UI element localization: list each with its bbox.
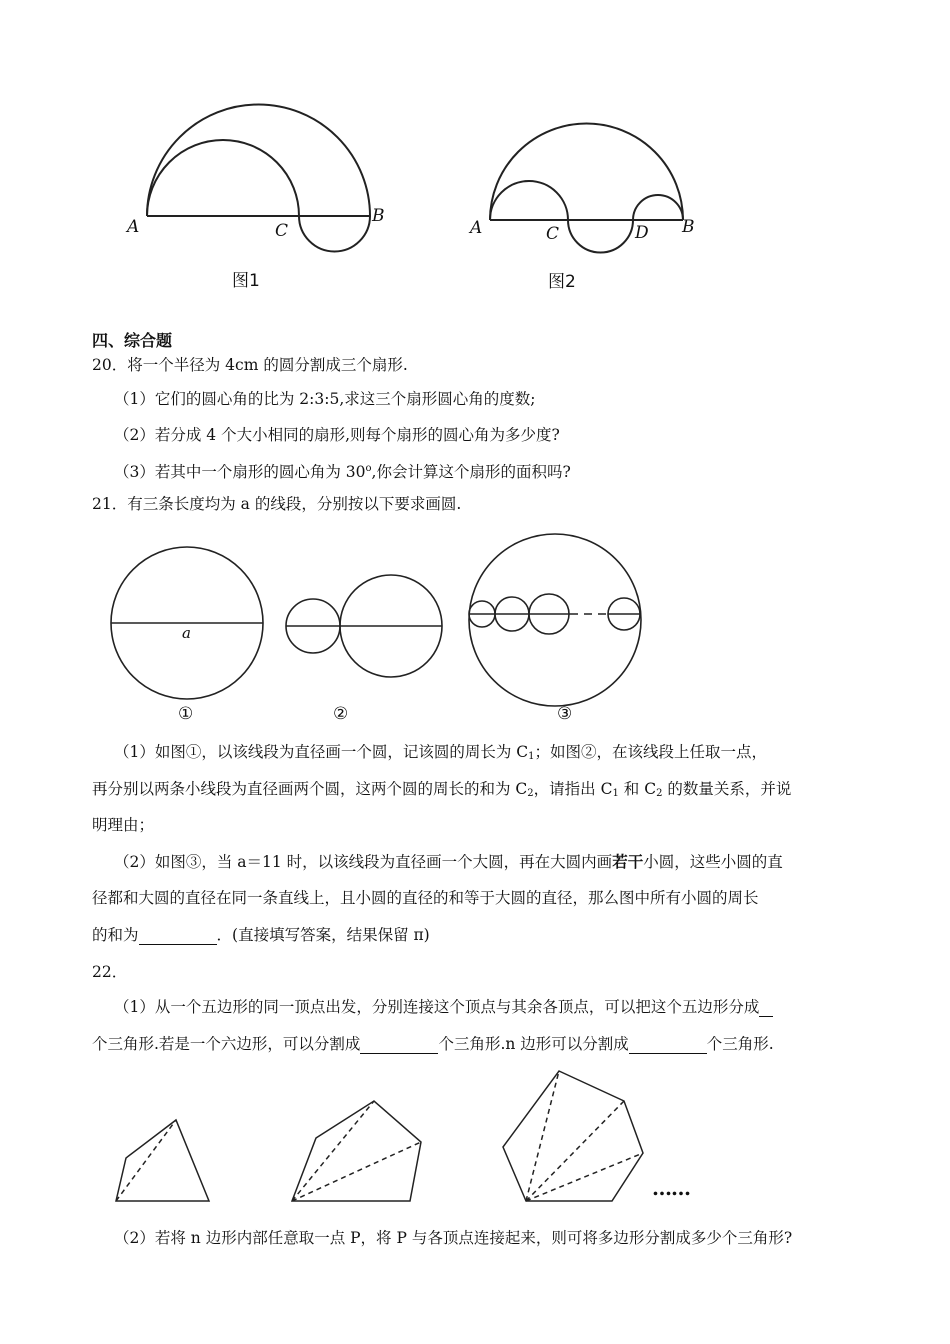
q21-part-1-line-3: 明理由； [92, 816, 155, 834]
q22-part-1-line-2: 个三角形.若是一个六边形，可以分割成 个三角形.n 边形可以分割成 个三角形. [92, 1035, 774, 1053]
q21-part-2-line-1: （2）如图③，当 a＝11 时，以该线段为直径画一个大圆，再在大圆内画若干小圆，这些小圆的直 [114, 852, 783, 871]
fig1-small-arc [299, 216, 370, 252]
fig2-arc-ac [490, 181, 568, 220]
q20-part-2: （2）若分成 4 个大小相同的扇形,则每个扇形的圆心角为多少度? [114, 426, 560, 444]
fig1-label-b: B [372, 206, 385, 226]
q22-quadrilateral [116, 1120, 209, 1201]
q21-part-2-line-3: 的和为 ．(直接填写答案，结果保留 π) [92, 926, 430, 944]
fig2-label-a: A [470, 218, 483, 238]
fig1-label-a: A [127, 217, 140, 237]
q21-fig-label-1: ① [178, 704, 194, 724]
q21-part-1-line-1: （1）如图①，以该线段为直径画一个圆，记该圆的周长为 $C_1$；如图②，在该线段上任取一点， [114, 743, 768, 762]
q21-fig3-big-circle [469, 534, 641, 706]
fig2-arc-cd [568, 220, 633, 253]
q20-stem: 20．将一个半径为 4cm 的圆分割成三个扇形. [92, 356, 408, 374]
q22-hexagon [503, 1071, 643, 1201]
q22-ellipsis: …… [652, 1176, 690, 1200]
q22-pent-diagonal [292, 1101, 374, 1201]
q21-stem: 21．有三条长度均为 a 的线段，分别按以下要求画圆. [92, 495, 462, 513]
q21-fig-label-2: ② [333, 704, 349, 724]
fig1-large-arc [147, 105, 370, 216]
fig2-caption: 图2 [548, 272, 576, 292]
q21-part-2-line-2: 径都和大圆的直径在同一条直线上，且小圆的直径的和等于大圆的直径，那么图中所有小圆的周长 [92, 889, 759, 907]
q22-part-2: （2）若将 n 边形内部任意取一点 P，将 P 与各顶点连接起来，则可将多边形分割成多少个三角形? [114, 1229, 793, 1247]
fig1-label-c: C [275, 221, 289, 241]
fig2-label-b: B [682, 217, 695, 237]
fig2-label-d: D [635, 223, 649, 243]
fig2-arc-db [633, 195, 683, 220]
q21-segment-label: a [182, 624, 191, 642]
answer-blank[interactable] [139, 928, 217, 945]
fig2-label-c: C [546, 224, 560, 244]
answer-blank[interactable] [360, 1037, 438, 1054]
q20-part-1: （1）它们的圆心角的比为 2:3:5,求这三个扇形圆心角的度数; [114, 390, 536, 408]
q22-stem: 22． [92, 963, 128, 981]
q22-hex-diagonal [526, 1153, 643, 1201]
section-heading: 四、综合题 [92, 331, 173, 350]
answer-blank[interactable] [759, 1000, 773, 1017]
answer-blank[interactable] [629, 1037, 707, 1054]
q22-polygons [0, 0, 1, 1]
q22-hex-diagonal [526, 1071, 559, 1201]
q21-fig-label-3: ③ [557, 704, 573, 724]
q22-hex-diagonal [526, 1101, 624, 1201]
fig1-medium-arc [147, 140, 299, 216]
q21-part-1-line-2: 再分别以两条小线段为直径画两个圆，这两个圆的周长的和为 $C_2$，请指出 $C_1$ 和 $C_2$ 的数量关系，并说 [92, 780, 792, 799]
fig1-caption: 图1 [232, 271, 260, 291]
q20-part-3: （3）若其中一个扇形的圆心角为 30$^o$,你会计算这个扇形的面积吗? [114, 463, 571, 481]
fig2-large-arc [490, 124, 683, 221]
q22-part-1-line-1: （1）从一个五边形的同一顶点出发，分别连接这个顶点与其余各顶点，可以把这个五边形分成 [114, 997, 773, 1017]
